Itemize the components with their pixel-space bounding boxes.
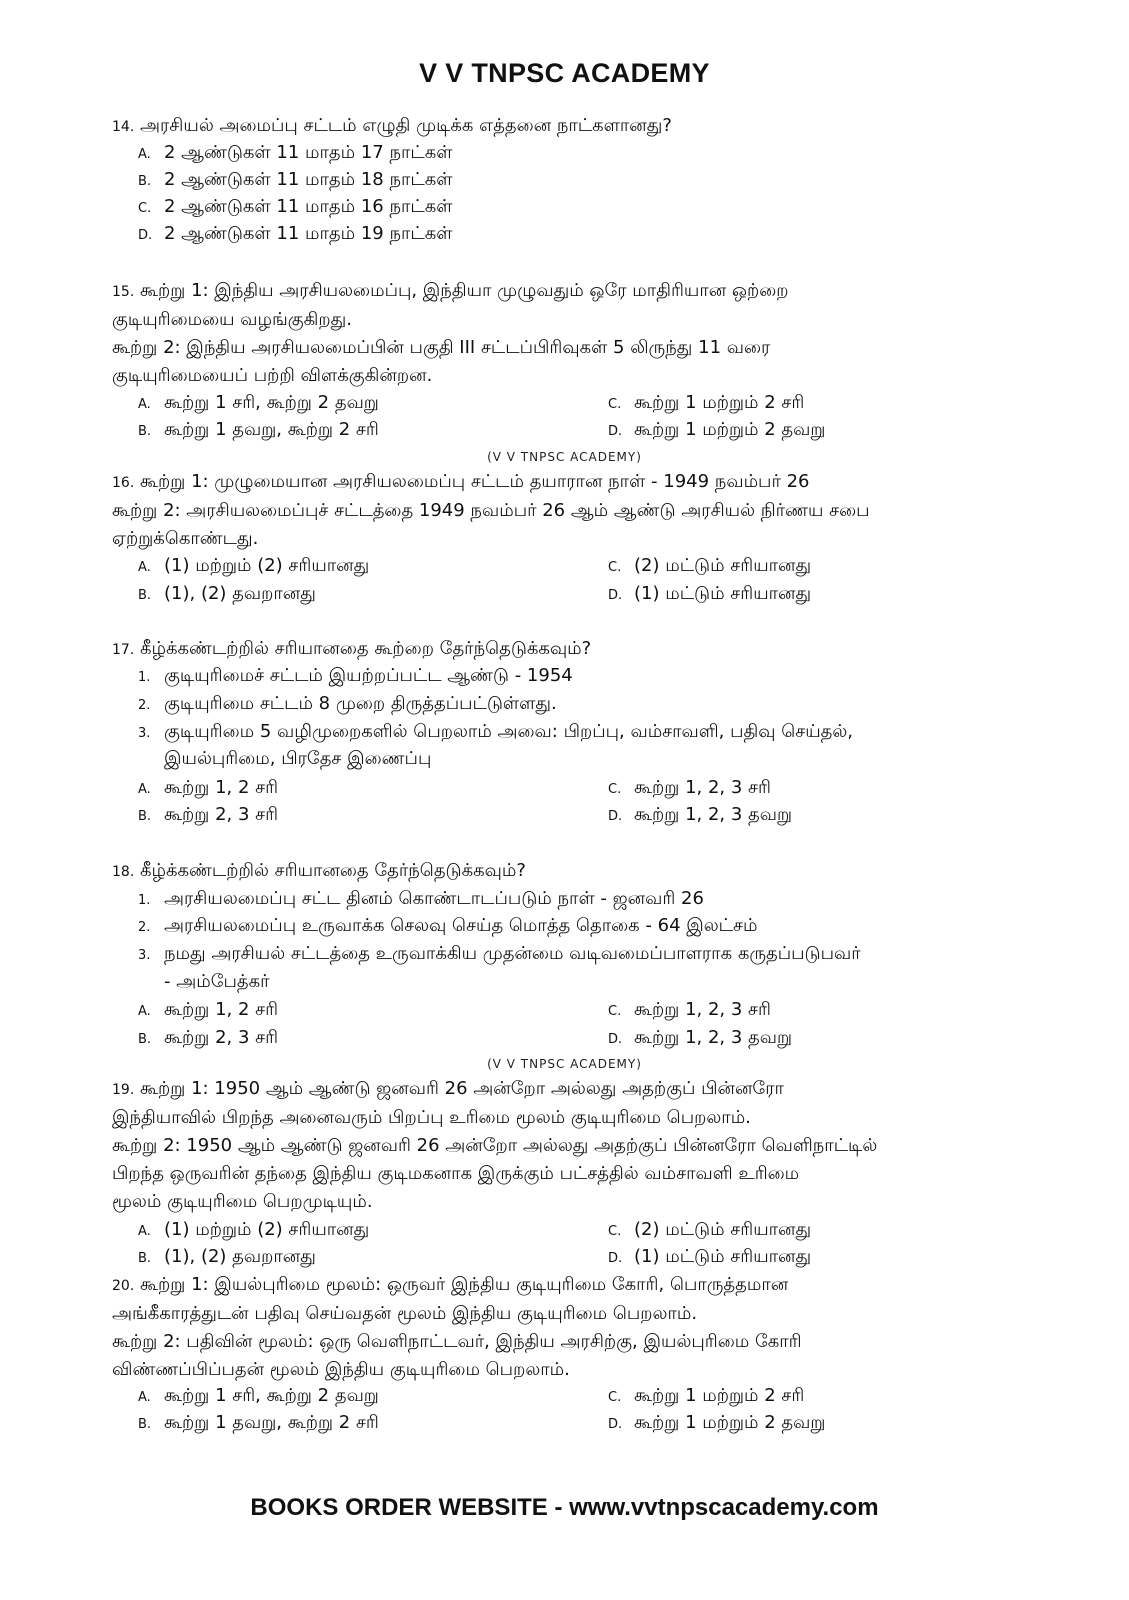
statement-label: 1. [138, 670, 151, 685]
statement-3 [138, 940, 861, 970]
question-line [112, 468, 1012, 497]
option-label: B. [138, 588, 152, 603]
statement-text: குடியுரிமை சட்டம் 8 முறை திருத்தப்பட்டுள்ளது. [164, 693, 557, 714]
question-line: அரசியல் அமைப்பு சட்டம் எழுதி முடிக்க எத்தனை நாட்களானது? [140, 115, 672, 136]
question-line-text: கூற்று 1: முழுமையான அரசியலமைப்பு சட்டம் தயாரான நாள் - 1949 நவம்பர் 26 [140, 471, 810, 492]
statement-1 [138, 662, 573, 692]
statement-1 [138, 885, 704, 915]
option-d [608, 416, 825, 446]
question-line: கூற்று 2: இந்திய அரசியலமைப்பின் பகுதி III சட்டப்பிரிவுகள் 5 லிருந்து 11 வரை [112, 337, 771, 358]
statement-text: அரசியலமைப்பு சட்ட தினம் கொண்டாடப்படும் நாள் - ஜனவரி 26 [164, 888, 704, 909]
option-text: கூற்று 1 தவறு, கூற்று 2 சரி [164, 419, 379, 440]
option-c [608, 1216, 811, 1246]
option-b [138, 580, 316, 610]
statement-label: 2. [138, 920, 151, 935]
option-d [608, 1024, 792, 1054]
option-text: கூற்று 1 மற்றும் 2 தவறு [634, 419, 826, 440]
option-label: A. [138, 397, 151, 412]
option-b [138, 166, 453, 196]
option-label: C. [608, 560, 622, 575]
question-line: குடியுரிமையைப் பற்றி விளக்குகின்றன. [112, 365, 433, 386]
option-text: கூற்று 2, 3 சரி [164, 804, 279, 825]
question-line: பிறந்த ஒருவரின் தந்தை இந்திய குடிமகனாக இருக்கும் பட்சத்தில் வம்சாவளி உரிமை [112, 1163, 800, 1184]
option-text: (1) மட்டும் சரியானது [634, 583, 812, 604]
option-text: கூற்று 1 மற்றும் 2 தவறு [634, 1412, 826, 1433]
option-text: கூற்று 1, 2, 3 தவறு [634, 1027, 793, 1048]
option-text: 2 ஆண்டுகள் 11 மாதம் 19 நாட்கள் [164, 223, 453, 244]
statement-label: 3. [138, 948, 151, 963]
question-number: 15. [112, 284, 135, 300]
question-number: 14. [112, 119, 135, 135]
question-line [112, 1271, 1012, 1300]
option-label: C. [608, 782, 622, 797]
option-d [608, 1409, 825, 1439]
option-text: கூற்று 1 தவறு, கூற்று 2 சரி [164, 1412, 379, 1433]
option-label: D. [608, 424, 623, 439]
option-c [608, 1382, 804, 1412]
statement-2 [138, 912, 757, 942]
option-label: C. [608, 1004, 622, 1019]
question-line [112, 1075, 1012, 1104]
question-19 [112, 1075, 1012, 1216]
question-line: இந்தியாவில் பிறந்த அனைவரும் பிறப்பு உரிமை மூலம் குடியுரிமை பெறலாம். [112, 1107, 751, 1128]
option-text: கூற்று 1, 2 சரி [164, 999, 279, 1020]
option-text: (2) மட்டும் சரியானது [634, 1219, 812, 1240]
statement-text: அரசியலமைப்பு உருவாக்க செலவு செய்த மொத்த தொகை - 64 இலட்சம் [164, 915, 758, 936]
option-label: D. [608, 588, 623, 603]
question-18 [112, 857, 1012, 886]
question-line-text: கீழ்க்கண்டற்றில் சரியானதை கூற்றை தேர்ந்தெடுக்கவும்? [140, 638, 592, 659]
option-label: D. [138, 228, 153, 243]
option-label: B. [138, 174, 152, 189]
question-line: விண்ணப்பிப்பதன் மூலம் இந்திய குடியுரிமை பெறலாம். [112, 1359, 570, 1380]
statement-3 [138, 718, 853, 748]
option-b [138, 1409, 379, 1439]
question-line: அங்கீகாரத்துடன் பதிவு செய்வதன் மூலம் இந்திய குடியுரிமை பெறலாம். [112, 1303, 698, 1324]
question-line: கூற்று 2: அரசியலமைப்புச் சட்டத்தை 1949 நவம்பர் 26 ஆம் ஆண்டு அரசியல் நிர்ணய சபை [112, 500, 870, 521]
statement-2 [138, 690, 557, 720]
option-text: (2) மட்டும் சரியானது [634, 555, 812, 576]
question-line: மூலம் குடியுரிமை பெறமுடியும். [112, 1191, 373, 1212]
option-label: A. [138, 782, 151, 797]
option-a [138, 1216, 369, 1246]
watermark-text: (V V TNPSC ACADEMY) [487, 1057, 642, 1071]
option-text: கூற்று 1, 2 சரி [164, 777, 279, 798]
question-20 [112, 1271, 1012, 1384]
statement-label: 2. [138, 698, 151, 713]
option-label: B. [138, 809, 152, 824]
option-text: கூற்று 1 மற்றும் 2 சரி [634, 392, 805, 413]
question-16 [112, 468, 1012, 553]
question-17 [112, 635, 1012, 664]
question-number: 17. [112, 642, 135, 658]
question-line-text: கூற்று 1: இந்திய அரசியலமைப்பு, இந்தியா முழுவதும் ஒரே மாதிரியான ஒற்றை [140, 280, 789, 301]
option-label: A. [138, 560, 151, 575]
option-c [608, 996, 771, 1026]
option-label: B. [138, 424, 152, 439]
statement-text: குடியுரிமை 5 வழிமுறைகளில் பெறலாம் அவை: பிறப்பு, வம்சாவளி, பதிவு செய்தல், [164, 721, 854, 742]
statement-label: 3. [138, 726, 151, 741]
statement-text: குடியுரிமைச் சட்டம் இயற்றப்பட்ட ஆண்டு - 1954 [164, 665, 573, 686]
question-14 [112, 112, 1012, 141]
question-line [112, 635, 1012, 664]
option-text: கூற்று 1, 2, 3 தவறு [634, 804, 793, 825]
option-label: D. [608, 809, 623, 824]
option-d [608, 580, 811, 610]
option-a [138, 1382, 379, 1412]
question-line [112, 857, 1012, 886]
option-text: கூற்று 1 சரி, கூற்று 2 தவறு [164, 392, 379, 413]
statement-label: 1. [138, 893, 151, 908]
option-c [608, 552, 811, 582]
option-a [138, 139, 453, 169]
question-line-text: கூற்று 1: 1950 ஆம் ஆண்டு ஜனவரி 26 அன்றோ அல்லது அதற்குப் பின்னரோ [140, 1078, 784, 1099]
question-number: 18. [112, 864, 135, 880]
option-label: A. [138, 147, 151, 162]
option-label: B. [138, 1251, 152, 1266]
question-line-text: கூற்று 1: இயல்புரிமை மூலம்: ஒருவர் இந்திய குடியுரிமை கோரி, பொருத்தமான [140, 1274, 789, 1295]
option-label: C. [608, 1390, 622, 1405]
option-label: C. [138, 201, 152, 216]
option-text: கூற்று 1 சரி, கூற்று 2 தவறு [164, 1385, 379, 1406]
watermark-text: (V V TNPSC ACADEMY) [487, 450, 642, 464]
option-c [608, 389, 804, 419]
option-d [138, 220, 453, 250]
option-text: (1), (2) தவறானது [164, 1246, 316, 1267]
question-line: கூற்று 2: 1950 ஆம் ஆண்டு ஜனவரி 26 அன்றோ அல்லது அதற்குப் பின்னரோ வெளிநாட்டில் [112, 1135, 878, 1156]
option-text: 2 ஆண்டுகள் 11 மாதம் 17 நாட்கள் [164, 142, 453, 163]
option-label: C. [608, 397, 622, 412]
option-a [138, 552, 369, 582]
question-line [112, 277, 1012, 306]
option-label: A. [138, 1390, 151, 1405]
question-line: ஏற்றுக்கொண்டது. [112, 528, 259, 549]
option-text: கூற்று 2, 3 சரி [164, 1027, 279, 1048]
statement-3-continued: இயல்புரிமை, பிரதேச இணைப்பு [164, 748, 432, 769]
option-text: 2 ஆண்டுகள் 11 மாதம் 18 நாட்கள் [164, 169, 453, 190]
option-d [608, 1243, 811, 1273]
question-15 [112, 277, 1012, 390]
option-label: D. [608, 1032, 623, 1047]
option-label: D. [608, 1417, 623, 1432]
option-a [138, 774, 278, 804]
option-label: A. [138, 1004, 151, 1019]
option-text: (1) மற்றும் (2) சரியானது [164, 1219, 370, 1240]
option-text: 2 ஆண்டுகள் 11 மாதம் 16 நாட்கள் [164, 196, 453, 217]
option-label: B. [138, 1417, 152, 1432]
option-a [138, 996, 278, 1026]
question-text [112, 112, 1012, 141]
option-b [138, 416, 379, 446]
page-title: V V TNPSC ACADEMY [419, 58, 710, 88]
option-text: (1) மட்டும் சரியானது [634, 1246, 812, 1267]
option-c [608, 774, 771, 804]
option-b [138, 801, 278, 831]
statement-text: நமது அரசியல் சட்டத்தை உருவாக்கிய முதன்மை வடிவமைப்பாளராக கருதப்படுபவர் [164, 943, 861, 964]
option-b [138, 1024, 278, 1054]
option-a [138, 389, 379, 419]
option-b [138, 1243, 316, 1273]
footer-website: BOOKS ORDER WEBSITE - www.vvtnpscacademy.com [250, 1494, 879, 1521]
option-text: (1) மற்றும் (2) சரியானது [164, 555, 370, 576]
option-label: D. [608, 1251, 623, 1266]
question-line: கூற்று 2: பதிவின் மூலம்: ஒரு வெளிநாட்டவர், இந்திய அரசிற்கு, இயல்புரிமை கோரி [112, 1331, 802, 1352]
option-d [608, 801, 792, 831]
question-line-text: கீழ்க்கண்டற்றில் சரியானதை தேர்ந்தெடுக்கவும்? [140, 860, 526, 881]
option-c [138, 193, 453, 223]
option-text: (1), (2) தவறானது [164, 583, 316, 604]
option-label: C. [608, 1224, 622, 1239]
question-number: 19. [112, 1082, 135, 1098]
question-line: குடியுரிமையை வழங்குகிறது. [112, 309, 353, 330]
question-number: 16. [112, 475, 135, 491]
option-text: கூற்று 1, 2, 3 சரி [634, 999, 771, 1020]
option-label: A. [138, 1224, 151, 1239]
option-label: B. [138, 1032, 152, 1047]
question-number: 20. [112, 1278, 135, 1294]
option-text: கூற்று 1 மற்றும் 2 சரி [634, 1385, 805, 1406]
statement-3-continued: - அம்பேத்கர் [164, 971, 270, 992]
option-text: கூற்று 1, 2, 3 சரி [634, 777, 771, 798]
